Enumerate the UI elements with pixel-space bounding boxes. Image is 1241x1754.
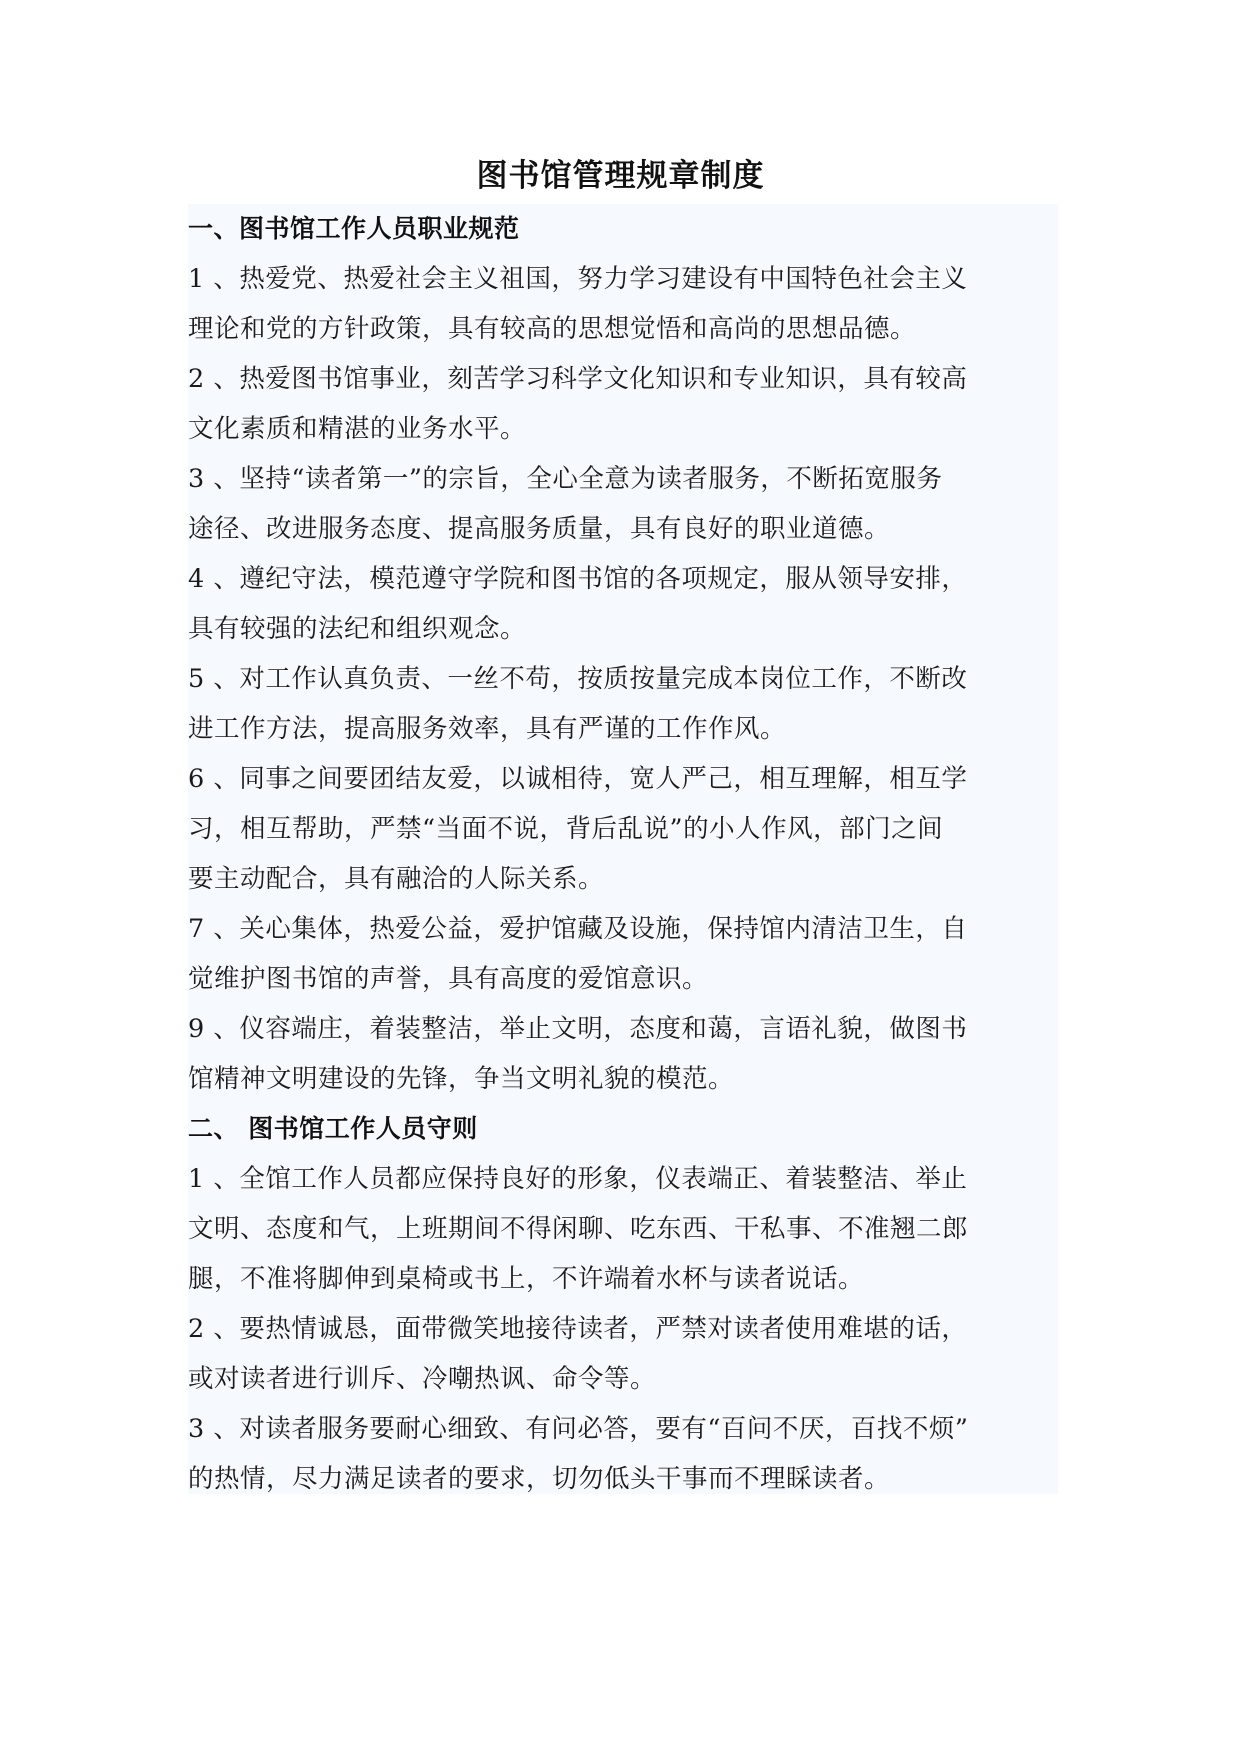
paragraph-line: 4 、遵纪守法，模范遵守学院和图书馆的各项规定，服从领导安排， <box>188 564 968 594</box>
paragraph-line: 途径、改进服务态度、提高服务质量，具有良好的职业道德。 <box>188 514 891 544</box>
paragraph-line: 要主动配合，具有融洽的人际关系。 <box>188 864 605 894</box>
section-heading: 一、图书馆工作人员职业规范 <box>188 214 520 243</box>
paragraph-line: 3 、坚持“读者第一”的宗旨，全心全意为读者服务，不断拓宽服务 <box>188 464 943 494</box>
paragraph-line: 腿，不准将脚伸到桌椅或书上，不许端着水杯与读者说话。 <box>188 1264 865 1294</box>
paragraph-line: 6 、同事之间要团结友爱，以诚相待，宽人严己，相互理解，相互学 <box>188 764 968 794</box>
paragraph-line: 3 、对读者服务要耐心细致、有问必答，要有“百问不厌，百找不烦” <box>188 1414 969 1444</box>
paragraph-line: 或对读者进行训斥、冷嘲热讽、命令等。 <box>188 1364 657 1394</box>
paragraph-line: 2 、热爱图书馆事业，刻苦学习科学文化知识和专业知识，具有较高 <box>188 364 968 394</box>
paragraph-line: 7 、关心集体，热爱公益，爱护馆藏及设施，保持馆内清洁卫生，自 <box>188 914 968 944</box>
paragraph-line: 1 、热爱党、热爱社会主义祖国，努力学习建设有中国特色社会主义 <box>188 264 968 294</box>
paragraph-line: 文化素质和精湛的业务水平。 <box>188 414 527 444</box>
paragraph-line: 习，相互帮助，严禁“当面不说，背后乱说”的小人作风，部门之间 <box>188 814 944 844</box>
paragraph-line: 9 、仪容端庄，着装整洁，举止文明，态度和蔼，言语礼貌，做图书 <box>188 1014 968 1044</box>
section-heading: 二、 图书馆工作人员守则 <box>188 1114 478 1143</box>
paragraph-line: 理论和党的方针政策，具有较高的思想觉悟和高尚的思想品德。 <box>188 314 917 344</box>
paragraph-line: 进工作方法，提高服务效率，具有严谨的工作作风。 <box>188 714 787 744</box>
document-body <box>188 204 1058 1494</box>
paragraph-line: 文明、态度和气，上班期间不得闲聊、吃东西、干私事、不准翘二郎 <box>188 1214 969 1244</box>
paragraph-line: 1 、全馆工作人员都应保持良好的形象，仪表端正、着装整洁、举止 <box>188 1164 968 1194</box>
paragraph-line: 觉维护图书馆的声誉，具有高度的爱馆意识。 <box>188 964 709 994</box>
paragraph-line: 具有较强的法纪和组织观念。 <box>188 614 527 644</box>
page-title: 图书馆管理规章制度 <box>476 158 765 194</box>
paragraph-line: 馆精神文明建设的先锋，争当文明礼貌的模范。 <box>188 1064 735 1094</box>
paragraph-line: 2 、要热情诚恳，面带微笑地接待读者，严禁对读者使用难堪的话， <box>188 1314 968 1344</box>
paragraph-line: 的热情，尽力满足读者的要求，切勿低头干事而不理睬读者。 <box>188 1464 891 1494</box>
paragraph-line: 5 、对工作认真负责、一丝不苟，按质按量完成本岗位工作，不断改 <box>188 664 968 694</box>
